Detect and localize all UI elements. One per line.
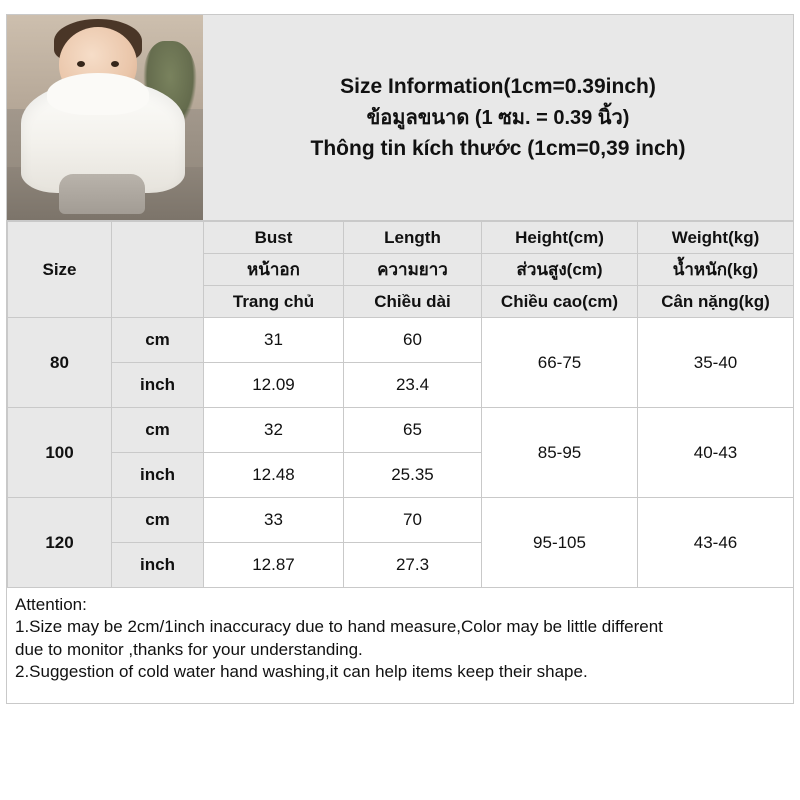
bust-cm-80: 31	[204, 318, 344, 363]
attention-note	[7, 588, 793, 692]
length-inch-80: 23.4	[344, 363, 482, 408]
photo-child-eye-left	[77, 61, 85, 67]
header-band	[7, 15, 793, 221]
table-row	[8, 318, 794, 363]
bust-cm-120: 33	[204, 498, 344, 543]
title-english: Size Information(1cm=0.39inch)	[340, 75, 656, 98]
header-length-en: Length	[344, 222, 482, 254]
weight-100: 40-43	[638, 408, 794, 498]
bust-inch-120: 12.87	[204, 543, 344, 588]
header-weight-en: Weight(kg)	[638, 222, 794, 254]
header-titles	[203, 15, 793, 220]
header-weight-th: น้ำหนัก(kg)	[638, 254, 794, 286]
height-80: 66-75	[482, 318, 638, 408]
header-height-en: Height(cm)	[482, 222, 638, 254]
header-unit-blank	[112, 222, 204, 318]
attention-line-1a: 1.Size may be 2cm/1inch inaccuracy due to hand measure,Color may be little different	[15, 617, 663, 637]
length-cm-100: 65	[344, 408, 482, 453]
attention-heading: Attention:	[15, 595, 87, 614]
header-size-label: Size	[8, 222, 112, 318]
unit-inch-100: inch	[112, 453, 204, 498]
row-size-120: 120	[8, 498, 112, 588]
weight-80: 35-40	[638, 318, 794, 408]
header-weight-vi: Cân nặng(kg)	[638, 286, 794, 318]
table-row	[8, 498, 794, 543]
length-cm-120: 70	[344, 498, 482, 543]
bust-cm-100: 32	[204, 408, 344, 453]
title-thai: ข้อมูลขนาด (1 ซม. = 0.39 นิ้ว)	[366, 106, 630, 129]
height-120: 95-105	[482, 498, 638, 588]
photo-hood	[47, 73, 149, 115]
title-vietnamese: Thông tin kích thước (1cm=0,39 inch)	[310, 136, 686, 160]
table-header-row-en	[8, 222, 794, 254]
attention-line-2: 2.Suggestion of cold water hand washing,it can help items keep their shape.	[15, 662, 588, 682]
unit-cm-100: cm	[112, 408, 204, 453]
table-row	[8, 408, 794, 453]
header-bust-th: หน้าอก	[204, 254, 344, 286]
row-size-80: 80	[8, 318, 112, 408]
attention-line-1b: due to monitor ,thanks for your understanding.	[15, 639, 363, 659]
header-length-vi: Chiều dài	[344, 286, 482, 318]
header-length-th: ความยาว	[344, 254, 482, 286]
unit-inch-80: inch	[112, 363, 204, 408]
unit-cm-120: cm	[112, 498, 204, 543]
length-cm-80: 60	[344, 318, 482, 363]
header-bust-en: Bust	[204, 222, 344, 254]
size-table	[7, 221, 794, 588]
photo-pants	[59, 174, 145, 214]
unit-cm-80: cm	[112, 318, 204, 363]
length-inch-100: 25.35	[344, 453, 482, 498]
bust-inch-100: 12.48	[204, 453, 344, 498]
size-chart-container	[6, 14, 794, 704]
unit-inch-120: inch	[112, 543, 204, 588]
product-photo	[7, 15, 203, 220]
length-inch-120: 27.3	[344, 543, 482, 588]
height-100: 85-95	[482, 408, 638, 498]
header-height-vi: Chiều cao(cm)	[482, 286, 638, 318]
bust-inch-80: 12.09	[204, 363, 344, 408]
row-size-100: 100	[8, 408, 112, 498]
weight-120: 43-46	[638, 498, 794, 588]
header-bust-vi: Trang chủ	[204, 286, 344, 318]
photo-child-eye-right	[111, 61, 119, 67]
header-height-th: ส่วนสูง(cm)	[482, 254, 638, 286]
